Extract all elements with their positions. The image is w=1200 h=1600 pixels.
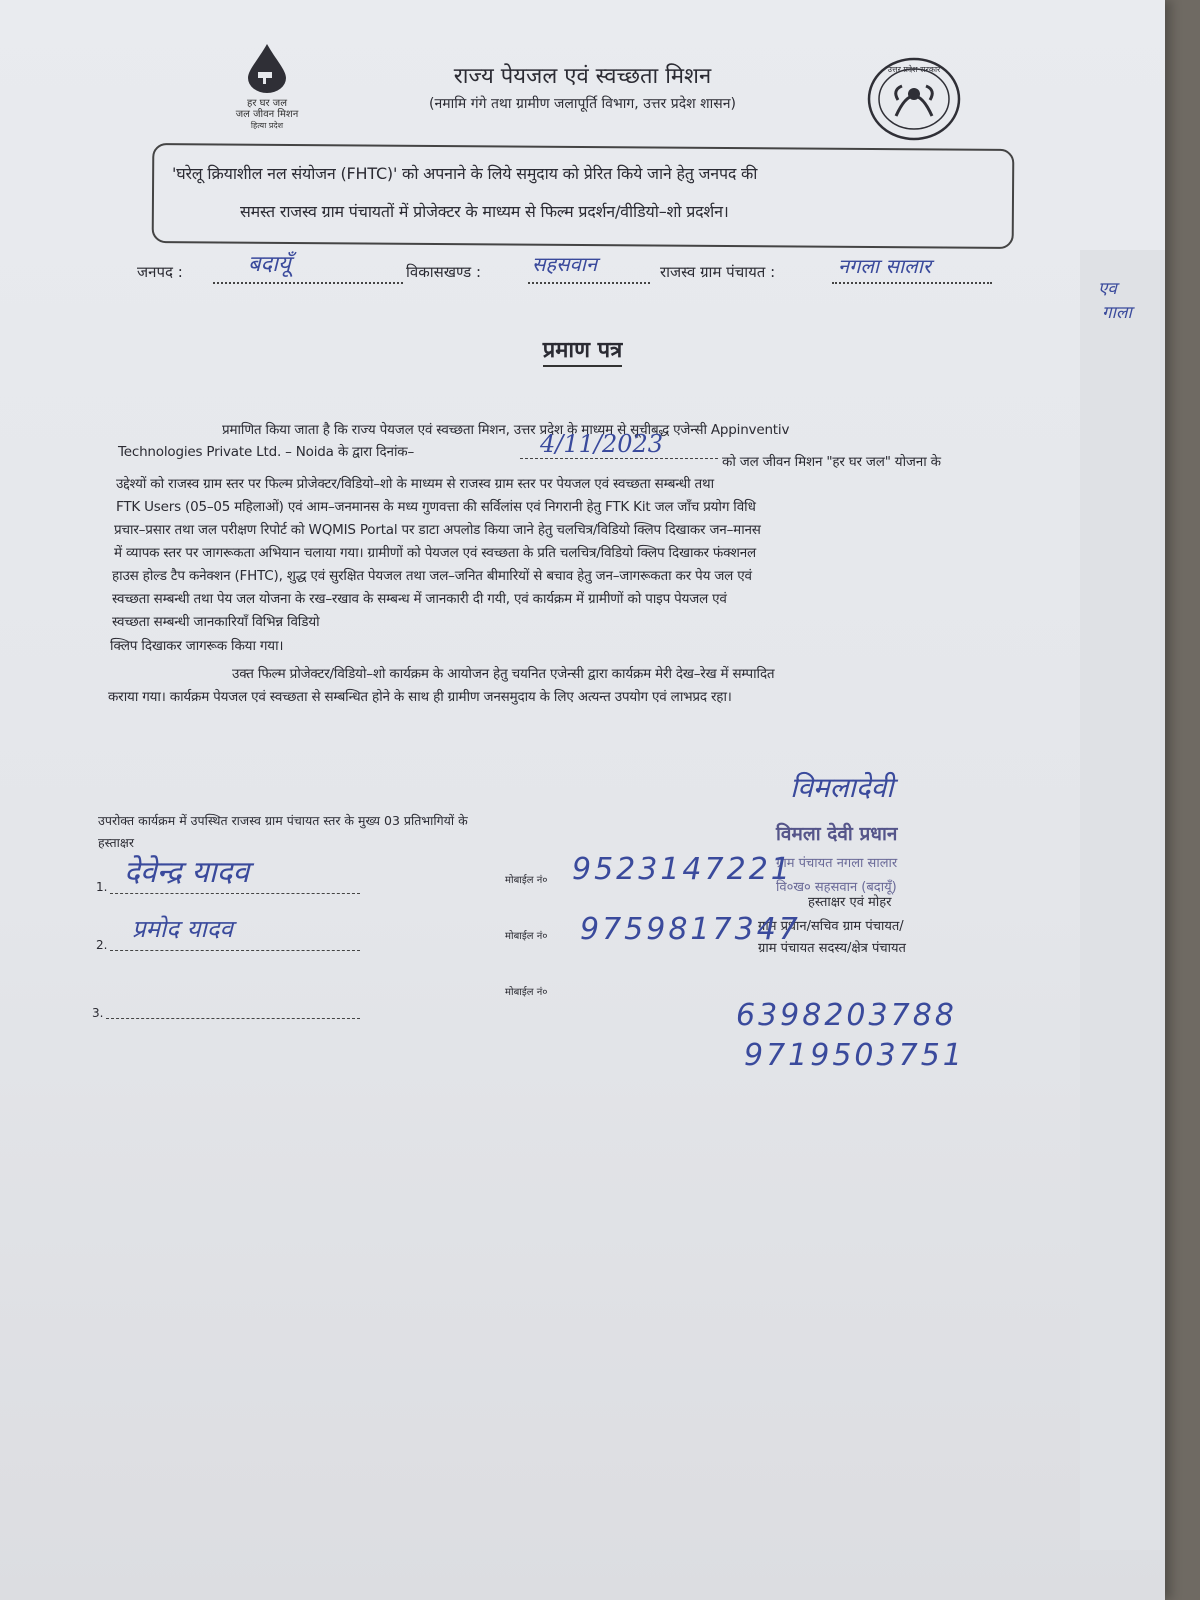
signature-seal-label: हस्ताक्षर एवं मोहर <box>808 895 892 910</box>
body-line-10: क्लिप दिखाकर जागरूक किया गया। <box>110 638 284 654</box>
extra-phone-2: 9719503751 <box>744 1038 965 1073</box>
body-line-2b: को जल जीवन मिशन "हर घर जल" योजना के <box>722 454 941 470</box>
date-dashes <box>520 458 718 459</box>
participants-intro-line-1: उपरोक्त कार्यक्रम में उपस्थित राजस्व ग्राम पंचायत स्तर के मुख्य 03 प्रतिभागियों के <box>98 813 468 828</box>
body-line-1: प्रमाणित किया जाता है कि राज्य पेयजल एवं स्वच्छता मिशन, उत्तर प्रदेश के माध्यम से सूचीबद्ध एजेन्सी Appinventiv <box>222 422 790 438</box>
stamp-line-2: ग्राम पंचायत नगला सालार <box>776 856 898 871</box>
participant-number-2: 2. <box>96 938 108 952</box>
body-line-5: प्रचार–प्रसार तथा जल परीक्षण रिपोर्ट को WQMIS Portal पर डाटा अपलोड किया जाने हेतु चलचित्र/विडियो क्लिप दिखाकर जन–मानस <box>114 522 761 538</box>
pradhan-handwritten-signature: विमलादेवी <box>790 771 894 804</box>
side-note-2: गाला <box>1102 303 1132 323</box>
extra-phone-1: 6398203788 <box>736 998 957 1033</box>
body-line-2a: Technologies Private Ltd. – Noida के द्वारा दिनांक– <box>118 444 415 460</box>
title-box <box>152 143 1015 249</box>
vikaskhand-label: विकासखण्ड : <box>406 263 482 281</box>
body-line-6: में व्यापक स्तर पर जागरूकता अभियान चलाया गया। ग्रामीणों को पेयजल एवं स्वच्छता के प्रति चलचित्र/विडियो क्लिप दिखाकर फंक्शनल <box>114 545 757 561</box>
box-title-line-1: 'घरेलू क्रियाशील नल संयोजन (FHTC)' को अपनाने के लिये समुदाय को प्रेरित किये जाने हेतु जनपद की <box>172 164 758 183</box>
body-line-9: स्वच्छता सम्बन्धी जानकारियाँ विभिन्न विडियो <box>112 614 320 630</box>
participant-line-3 <box>106 1018 360 1019</box>
seal-text: उत्तर प्रदेश सरकार <box>887 65 941 74</box>
certificate-heading-text: प्रमाण पत्र <box>543 338 623 367</box>
side-note-1: एव <box>1098 279 1117 299</box>
participant-mobile-1: 9523147221 <box>572 852 793 887</box>
gram-panchayat-value: नगला सालार <box>838 254 932 278</box>
participants-intro-line-2: हस्ताक्षर <box>98 835 134 850</box>
certificate-heading <box>0 334 1165 364</box>
designation-line-1: ग्राम प्रधान/सचिव ग्राम पंचायत/ <box>758 919 904 934</box>
participant-signature-1: देवेन्द्र यादव <box>124 855 250 890</box>
page-subtitle: (नमामि गंगे तथा ग्रामीण जलापूर्ति विभाग, उत्तर प्रदेश शासन) <box>429 96 736 112</box>
participant-mobile-2: 9759817347 <box>580 912 801 947</box>
body-line-4: FTK Users (05–05 महिलाओं) एवं आम–जनमानस के मध्य गुणवत्ता की सर्विलांस एवं निगरानी हेतु FTK Kit जल जाँच प्रयोग विधि <box>116 499 756 515</box>
date-value: 4/11/2023 <box>540 430 664 458</box>
mobile-label-1: मोबाईल नं० <box>505 875 548 886</box>
participant-signature-2: प्रमोद यादव <box>132 915 233 943</box>
stamp-line-3: वि०ख० सहसवान (बदायूँ) <box>776 880 897 895</box>
box-title-line-2: समस्त राजस्व ग्राम पंचायतों में प्रोजेक्टर के माध्यम से फिल्म प्रदर्शन/वीडियो–शो प्रदर्शन। <box>240 202 729 221</box>
body-line-7: हाउस होल्ड टैप कनेक्शन (FHTC), शुद्ध एवं सुरक्षित पेयजल तथा जल–जनित बीमारियों से बचाव हेतु जन–जागरूकता कर पेय जल एवं <box>112 568 752 584</box>
vikaskhand-value: सहसवान <box>532 252 598 276</box>
janpad-dots <box>213 266 403 284</box>
stamp-name: विमला देवी प्रधान <box>776 823 898 845</box>
mobile-label-2: मोबाईल नं० <box>505 931 548 942</box>
mobile-label-3: मोबाईल नं० <box>505 987 548 998</box>
participant-line-2 <box>110 950 360 951</box>
underlying-sheet <box>1080 250 1165 1550</box>
body-line-8: स्वच्छता सम्बन्धी तथा पेय जल योजना के रख–रखाव के सम्बन्ध में जानकारी दी गयी, एवं कार्यक्रम में ग्रामीणों को पाइप पेयजल एवं <box>112 591 727 607</box>
body-line-3: उद्देश्यों को राजस्व ग्राम स्तर पर फिल्म प्रोजेक्टर/विडियो–शो के माध्यम से राजस्व ग्राम स्तर पर पेयजल एवं स्वच्छता सम्बन्धी तथा <box>116 476 714 492</box>
logo-caption-2: जल जीवन मिशन <box>235 109 299 120</box>
body-line-12: कराया गया। कार्यक्रम पेयजल एवं स्वच्छता से सम्बन्धित होने के साथ ही ग्रामीण जनसमुदाय के लिए अत्यन्त उपयोग एवं लाभप्रद रहा। <box>108 689 732 705</box>
logo-caption-1: हर घर जल <box>247 98 287 109</box>
participant-number-3: 3. <box>92 1006 104 1020</box>
participant-line-1 <box>110 893 360 894</box>
participant-number-1: 1. <box>96 880 108 894</box>
janpad-label: जनपद : <box>137 263 183 281</box>
logo-caption-3: हित्या प्रदेश <box>250 121 284 130</box>
body-line-11: उक्त फिल्म प्रोजेक्टर/विडियो–शो कार्यक्रम के आयोजन हेतु चयनित एजेन्सी द्वारा कार्यक्रम मेरी देख–रेख में सम्पादित <box>232 666 775 682</box>
janpad-value: बदायूँ <box>248 252 291 277</box>
designation-line-2: ग्राम पंचायत सदस्य/क्षेत्र पंचायत <box>758 941 906 956</box>
gram-panchayat-label: राजस्व ग्राम पंचायत : <box>660 263 776 281</box>
page-title: राज्य पेयजल एवं स्वच्छता मिशन <box>453 64 712 89</box>
